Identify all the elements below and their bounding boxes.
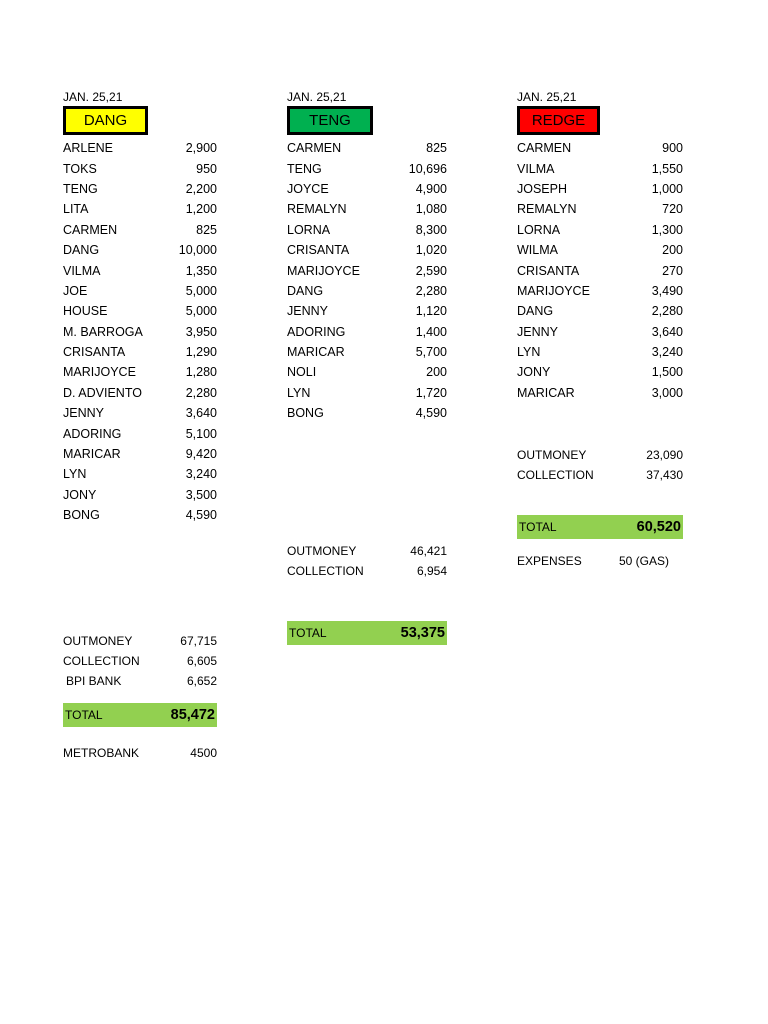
ledger-amount: 2,900 <box>185 141 217 156</box>
ledger-name: JOSEPH <box>517 181 568 196</box>
ledger-name: M. BARROGA <box>63 324 143 339</box>
ledger-amount: 3,500 <box>185 487 217 502</box>
ledger-amount: 1,280 <box>185 365 217 380</box>
ledger-amount: 5,000 <box>185 283 217 298</box>
ledger-amount: 200 <box>426 365 447 380</box>
ledger-name: LYN <box>517 345 541 360</box>
ledger-name: DANG <box>63 243 100 258</box>
ledger-name: BONG <box>63 508 100 523</box>
redge-outmoney-row <box>517 445 683 465</box>
ledger-name: ADORING <box>63 426 122 441</box>
teng-name-tag: TENG <box>287 106 373 135</box>
dang-total-bar <box>63 703 217 727</box>
redge-collection-label: COLLECTION <box>517 468 594 483</box>
ledger-name: MARIJOYCE <box>517 283 590 298</box>
ledger-amount: 5,100 <box>185 426 217 441</box>
ledger-amount: 1,300 <box>651 222 683 237</box>
redge-name-tag: REDGE <box>517 106 600 135</box>
ledger-amount: 1,400 <box>415 324 447 339</box>
dang-column <box>63 88 217 763</box>
ledger-row <box>287 199 447 219</box>
ledger-amount: 10,000 <box>178 243 217 258</box>
ledger-row <box>517 342 683 362</box>
ledger-name: JOYCE <box>287 181 329 196</box>
ledger-name: CARMEN <box>287 141 342 156</box>
ledger-name: LYN <box>63 467 87 482</box>
ledger-amount: 3,240 <box>185 467 217 482</box>
ledger-row <box>63 301 217 321</box>
ledger-name: ARLENE <box>63 141 114 156</box>
ledger-row <box>287 383 447 403</box>
ledger-row <box>517 138 683 158</box>
ledger-name: CRISANTA <box>287 243 350 258</box>
ledger-name: JOE <box>63 283 88 298</box>
ledger-row <box>63 342 217 362</box>
dang-outmoney-label: OUTMONEY <box>63 634 133 649</box>
ledger-name: JONY <box>63 487 97 502</box>
teng-collection-label: COLLECTION <box>287 564 364 579</box>
dang-outmoney-row <box>63 631 217 651</box>
ledger-row <box>287 138 447 158</box>
ledger-name: JONY <box>517 365 551 380</box>
redge-column <box>517 88 683 571</box>
ledger-amount: 3,490 <box>651 283 683 298</box>
dang-metrobank-value: 4500 <box>190 746 217 761</box>
dang-bpi-label: BPI BANK <box>66 674 122 689</box>
ledger-row <box>517 301 683 321</box>
ledger-amount: 10,696 <box>408 161 447 176</box>
redge-total-value: 60,520 <box>636 519 681 536</box>
redge-expenses-row <box>517 551 683 571</box>
ledger-name: CRISANTA <box>517 263 580 278</box>
ledger-amount: 270 <box>662 263 683 278</box>
ledger-amount: 2,280 <box>651 304 683 319</box>
ledger-amount: 8,300 <box>415 222 447 237</box>
redge-expenses-value: 50 (GAS) <box>618 554 669 569</box>
ledger-amount: 3,950 <box>185 324 217 339</box>
ledger-row <box>287 342 447 362</box>
ledger-name: JENNY <box>287 304 328 319</box>
ledger-amount: 825 <box>426 141 447 156</box>
ledger-row <box>517 179 683 199</box>
ledger-row <box>517 240 683 260</box>
ledger-row <box>63 179 217 199</box>
ledger-row <box>63 158 217 178</box>
ledger-amount: 720 <box>662 202 683 217</box>
ledger-name: MARICAR <box>63 447 121 462</box>
ledger-row <box>517 281 683 301</box>
ledger-name: TENG <box>63 181 98 196</box>
ledger-row <box>287 240 447 260</box>
ledger-name: MARICAR <box>287 345 345 360</box>
dang-outmoney-value: 67,715 <box>180 634 217 649</box>
ledger-amount: 2,280 <box>185 385 217 400</box>
ledger-name: MARIJOYCE <box>287 263 360 278</box>
redge-expenses-label: EXPENSES <box>517 554 582 569</box>
ledger-name: CARMEN <box>63 222 118 237</box>
ledger-row <box>517 158 683 178</box>
ledger-amount: 4,590 <box>185 508 217 523</box>
ledger-row <box>287 260 447 280</box>
ledger-amount: 9,420 <box>185 447 217 462</box>
ledger-row <box>287 158 447 178</box>
ledger-row <box>517 199 683 219</box>
ledger-name: VILMA <box>517 161 555 176</box>
redge-collection-value: 37,430 <box>646 468 683 483</box>
teng-outmoney-value: 46,421 <box>410 544 447 559</box>
ledger-amount: 3,640 <box>185 406 217 421</box>
redge-outmoney-label: OUTMONEY <box>517 448 587 463</box>
teng-column <box>287 88 447 645</box>
ledger-name: HOUSE <box>63 304 108 319</box>
ledger-name: REMALYN <box>287 202 347 217</box>
ledger-name: BONG <box>287 406 324 421</box>
ledger-name: TENG <box>287 161 322 176</box>
ledger-row <box>63 403 217 423</box>
ledger-row <box>63 362 217 382</box>
redge-total-label: TOTAL <box>519 520 557 535</box>
ledger-amount: 1,080 <box>415 202 447 217</box>
ledger-name: CARMEN <box>517 141 572 156</box>
ledger-name: NOLI <box>287 365 317 380</box>
ledger-row <box>63 138 217 158</box>
ledger-row <box>287 403 447 423</box>
ledger-row <box>63 281 217 301</box>
ledger-row <box>63 199 217 219</box>
ledger-amount: 3,640 <box>651 324 683 339</box>
ledger-row <box>63 464 217 484</box>
ledger-name: D. ADVIENTO <box>63 385 142 400</box>
ledger-row <box>517 383 683 403</box>
ledger-amount: 5,700 <box>415 345 447 360</box>
ledger-amount: 2,590 <box>415 263 447 278</box>
dang-name-tag: DANG <box>63 106 148 135</box>
ledger-name: JENNY <box>63 406 104 421</box>
teng-total-label: TOTAL <box>289 626 327 641</box>
ledger-name: MARICAR <box>517 385 575 400</box>
dang-entries <box>63 138 217 525</box>
ledger-amount: 825 <box>196 222 217 237</box>
ledger-amount: 1,350 <box>185 263 217 278</box>
ledger-amount: 2,200 <box>185 181 217 196</box>
ledger-row <box>63 444 217 464</box>
dang-date: JAN. 25,21 <box>63 90 123 104</box>
ledger-amount: 1,020 <box>415 243 447 258</box>
ledger-name: LITA <box>63 202 89 217</box>
redge-date: JAN. 25,21 <box>517 90 577 104</box>
ledger-row <box>63 485 217 505</box>
ledger-row <box>287 220 447 240</box>
ledger-name: MARIJOYCE <box>63 365 136 380</box>
dang-total-value: 85,472 <box>170 707 215 724</box>
ledger-row <box>63 260 217 280</box>
teng-entries <box>287 138 447 423</box>
ledger-row <box>517 220 683 240</box>
ledger-name: CRISANTA <box>63 345 126 360</box>
teng-collection-value: 6,954 <box>416 564 447 579</box>
ledger-row <box>63 220 217 240</box>
ledger-row <box>517 362 683 382</box>
ledger-name: LYN <box>287 385 311 400</box>
ledger-row <box>287 322 447 342</box>
ledger-amount: 1,500 <box>651 365 683 380</box>
teng-outmoney-row <box>287 541 447 561</box>
ledger-row <box>63 240 217 260</box>
ledger-amount: 4,900 <box>415 181 447 196</box>
dang-collection-value: 6,605 <box>186 654 217 669</box>
ledger-row <box>287 362 447 382</box>
dang-metrobank-label: METROBANK <box>63 746 140 761</box>
redge-collection-row <box>517 465 683 485</box>
teng-total-bar <box>287 621 447 645</box>
ledger-amount: 2,280 <box>415 283 447 298</box>
ledger-amount: 950 <box>196 161 217 176</box>
dang-bpi-row <box>63 671 217 691</box>
teng-outmoney-label: OUTMONEY <box>287 544 357 559</box>
ledger-row <box>517 322 683 342</box>
ledger-name: REMALYN <box>517 202 577 217</box>
ledger-row <box>63 505 217 525</box>
dang-total-label: TOTAL <box>65 708 103 723</box>
ledger-amount: 900 <box>662 141 683 156</box>
ledger-name: DANG <box>517 304 554 319</box>
ledger-name: TOKS <box>63 161 97 176</box>
ledger-row <box>287 179 447 199</box>
ledger-name: DANG <box>287 283 324 298</box>
ledger-amount: 1,550 <box>651 161 683 176</box>
ledger-amount: 1,720 <box>415 385 447 400</box>
redge-outmoney-value: 23,090 <box>646 448 683 463</box>
ledger-name: ADORING <box>287 324 346 339</box>
redge-total-bar <box>517 515 683 539</box>
ledger-row <box>287 281 447 301</box>
ledger-name: WILMA <box>517 243 558 258</box>
teng-total-value: 53,375 <box>400 625 445 642</box>
ledger-amount: 3,000 <box>651 385 683 400</box>
ledger-name: JENNY <box>517 324 558 339</box>
ledger-amount: 200 <box>662 243 683 258</box>
ledger-row <box>287 301 447 321</box>
ledger-amount: 1,290 <box>185 345 217 360</box>
teng-date: JAN. 25,21 <box>287 90 347 104</box>
dang-collection-label: COLLECTION <box>63 654 140 669</box>
ledger-amount: 4,590 <box>415 406 447 421</box>
ledger-row <box>517 260 683 280</box>
ledger-amount: 1,200 <box>185 202 217 217</box>
ledger-row <box>63 423 217 443</box>
ledger-name: LORNA <box>517 222 561 237</box>
ledger-amount: 1,000 <box>651 181 683 196</box>
dang-bpi-value: 6,652 <box>186 674 217 689</box>
ledger-row <box>63 322 217 342</box>
ledger-name: VILMA <box>63 263 101 278</box>
dang-collection-row <box>63 651 217 671</box>
teng-collection-row <box>287 561 447 581</box>
ledger-amount: 3,240 <box>651 345 683 360</box>
ledger-name: LORNA <box>287 222 331 237</box>
redge-entries <box>517 138 683 403</box>
ledger-amount: 1,120 <box>415 304 447 319</box>
dang-metrobank-row <box>63 743 217 763</box>
ledger-amount: 5,000 <box>185 304 217 319</box>
ledger-row <box>63 383 217 403</box>
